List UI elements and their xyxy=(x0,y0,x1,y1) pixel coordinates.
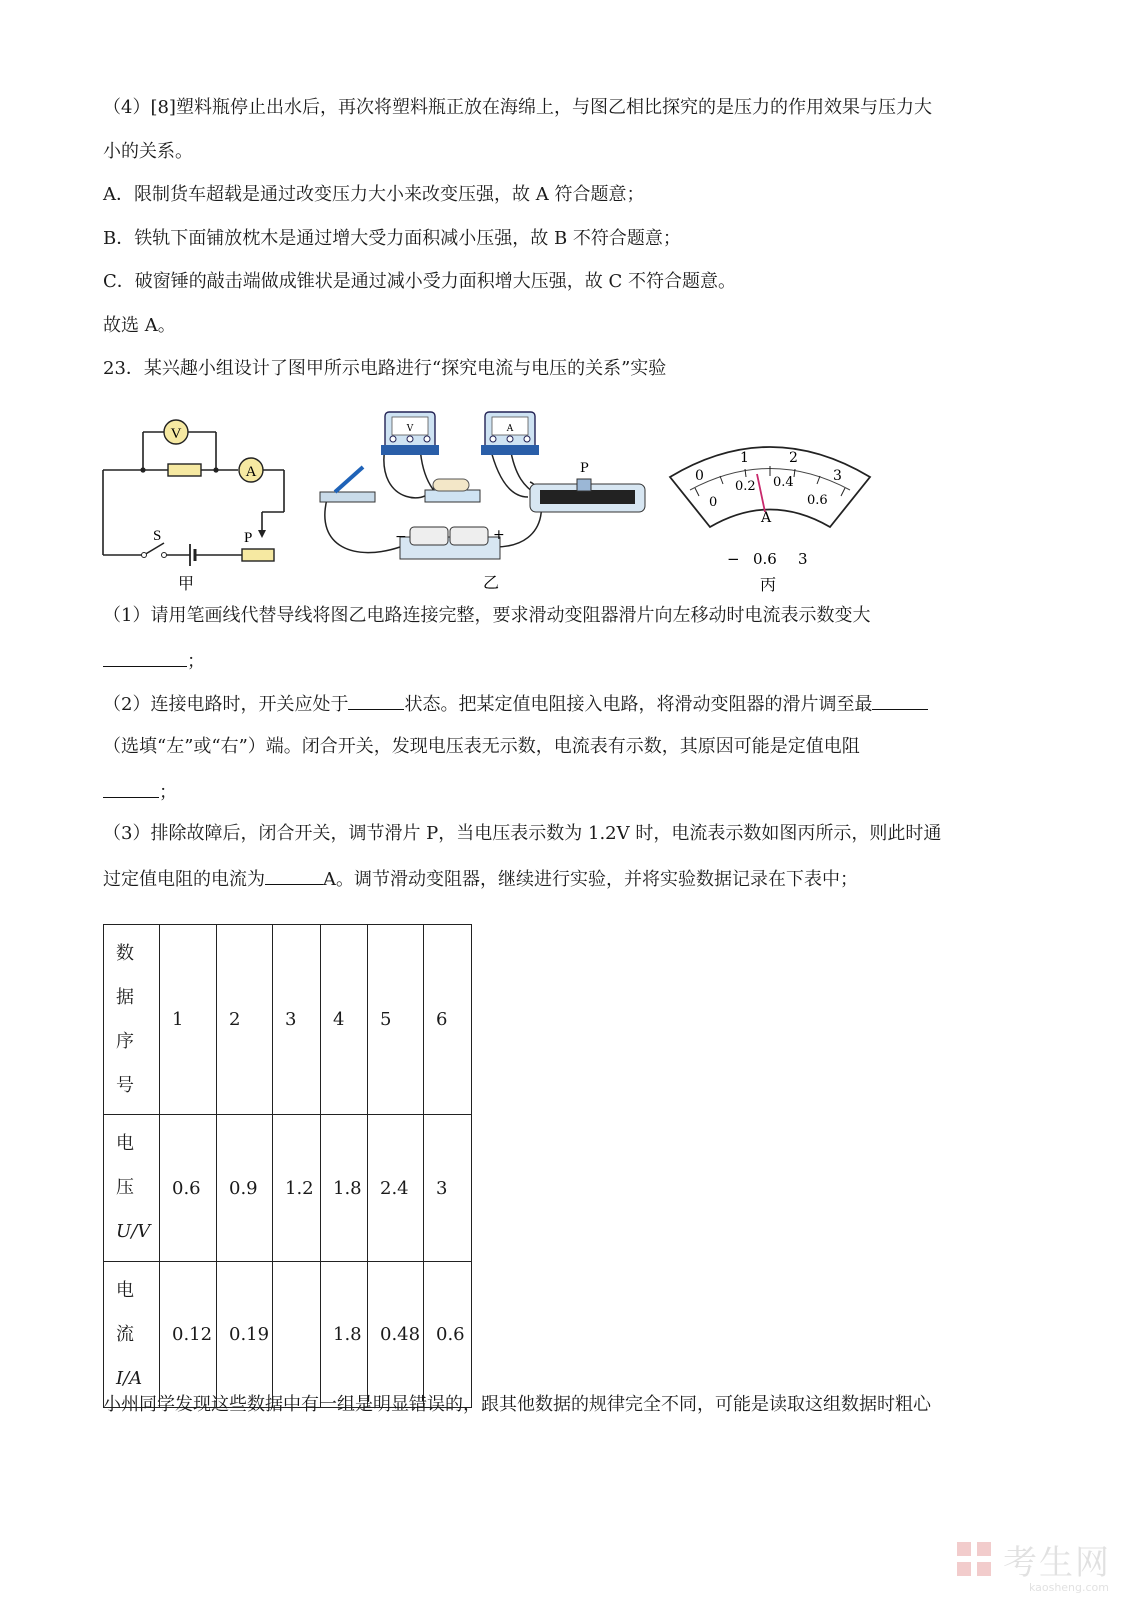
table-cell: 6 xyxy=(424,925,472,1115)
text-line: （4）[8]塑料瓶停止出水后，再次将塑料瓶正放在海绵上，与图乙相比探究的是压力的作用效果与压力大 xyxy=(103,97,932,118)
terminal-3: 3 xyxy=(798,550,808,568)
scale-top-3: 3 xyxy=(833,468,842,484)
table-cell: 0.19 xyxy=(217,1262,273,1408)
table-cell: 0.9 xyxy=(217,1115,273,1262)
table-cell: 0.6 xyxy=(424,1262,472,1408)
table-cell: 5 xyxy=(368,925,424,1115)
voltmeter-symbol: V xyxy=(170,426,182,442)
answer-blank[interactable] xyxy=(348,691,404,710)
battery-minus: − xyxy=(395,529,407,545)
text-line: 小州同学发现这些数据中有一组是明显错误的，跟其他数据的规律完全不同，可能是读取这组数据时粗心 xyxy=(103,1394,931,1415)
ammeter-device-label: A xyxy=(506,424,514,434)
answer-line: ； xyxy=(103,779,177,805)
scale-top-0: 0 xyxy=(695,468,704,484)
text-line: 过定值电阻的电流为 A。调节滑动变阻器，继续进行实验，并将实验数据记录在下表中； xyxy=(103,866,858,892)
table-row xyxy=(104,925,472,1115)
table-cell: 0.12 xyxy=(160,1262,217,1408)
watermark xyxy=(955,1535,1111,1594)
scale-bottom-2: 0.4 xyxy=(773,475,794,490)
text-line: （1）请用笔画线代替导线将图乙电路连接完整，要求滑动变阻器滑片向左移动时电流表示数变大 xyxy=(103,605,871,626)
meter-unit: A xyxy=(761,510,772,526)
question-title: 23．某兴趣小组设计了图甲所示电路进行“探究电流与电压的关系”实验 xyxy=(103,358,667,379)
terminal-0-6: 0.6 xyxy=(753,550,777,568)
scale-bottom-1: 0.2 xyxy=(735,479,756,494)
figure-label-yi: 乙 xyxy=(483,573,500,592)
ammeter-symbol: A xyxy=(245,464,257,480)
circuit-diagram-jia xyxy=(98,412,288,597)
table-row xyxy=(104,1115,472,1262)
answer-line: ； xyxy=(103,648,205,674)
rheostat-slider-label: P xyxy=(580,461,589,476)
watermark-logo-icon xyxy=(955,1540,995,1580)
table-cell: 4 xyxy=(321,925,368,1115)
scale-top-2: 2 xyxy=(789,450,798,466)
switch-label: S xyxy=(153,528,162,544)
table-cell: 2 xyxy=(217,925,273,1115)
table-cell: 0.6 xyxy=(160,1115,217,1262)
text-line: B．铁轨下面铺放枕木是通过增大受力面积减小压强，故 B 不符合题意； xyxy=(103,228,681,249)
table-cell: 1.8 xyxy=(321,1262,368,1408)
text-line: （3）排除故障后，闭合开关，调节滑片 P，当电压表示数为 1.2V 时，电流表示数如图丙所示，则此时通 xyxy=(103,823,942,844)
table-cell: 0.48 xyxy=(368,1262,424,1408)
table-cell: 2.4 xyxy=(368,1115,424,1262)
table-cell: 1 xyxy=(160,925,217,1115)
text-line: 故选 A。 xyxy=(103,315,176,336)
battery-plus: + xyxy=(493,527,505,543)
row-header: 电 压 U/V xyxy=(104,1115,160,1262)
row-header: 电 流 I/A xyxy=(104,1262,160,1408)
table-cell: 3 xyxy=(273,925,321,1115)
row-header: 数 据 序 号 xyxy=(104,925,160,1115)
answer-blank[interactable] xyxy=(872,691,928,710)
answer-blank[interactable] xyxy=(103,779,159,798)
scale-bottom-3: 0.6 xyxy=(807,493,828,508)
data-table xyxy=(103,924,472,1408)
slider-label: P xyxy=(244,530,253,546)
answer-blank[interactable] xyxy=(103,648,187,667)
figure-label-bing: 丙 xyxy=(760,575,777,594)
watermark-text: 考生网 xyxy=(1003,1543,1111,1583)
figure-label-jia: 甲 xyxy=(178,574,195,593)
text-line: （2）连接电路时，开关应处于 状态。把某定值电阻接入电路，将滑动变阻器的滑片调至最 xyxy=(103,691,928,717)
voltmeter-device-label: V xyxy=(406,424,414,434)
scale-top-1: 1 xyxy=(740,450,749,466)
text-line: （选填“左”或“右”）端。闭合开关，发现电压表无示数，电流表有示数，其原因可能是定值电阻 xyxy=(103,736,860,757)
text-line: C．破窗锤的敲击端做成锥状是通过减小受力面积增大压强，故 C 不符合题意。 xyxy=(103,271,736,292)
answer-blank[interactable] xyxy=(265,866,323,885)
table-row xyxy=(104,1262,472,1408)
scale-bottom-0: 0 xyxy=(709,495,718,510)
ammeter-dial-bing xyxy=(665,432,875,597)
text-line: A．限制货车超载是通过改变压力大小来改变压强，故 A 符合题意； xyxy=(103,184,645,205)
apparatus-figure-yi xyxy=(315,387,655,597)
terminal-minus: − xyxy=(727,550,740,568)
watermark-url: kaosheng.com xyxy=(1028,1581,1109,1594)
text-line: 小的关系。 xyxy=(103,141,193,162)
table-cell xyxy=(273,1262,321,1408)
table-cell: 3 xyxy=(424,1115,472,1262)
table-cell: 1.8 xyxy=(321,1115,368,1262)
table-cell: 1.2 xyxy=(273,1115,321,1262)
